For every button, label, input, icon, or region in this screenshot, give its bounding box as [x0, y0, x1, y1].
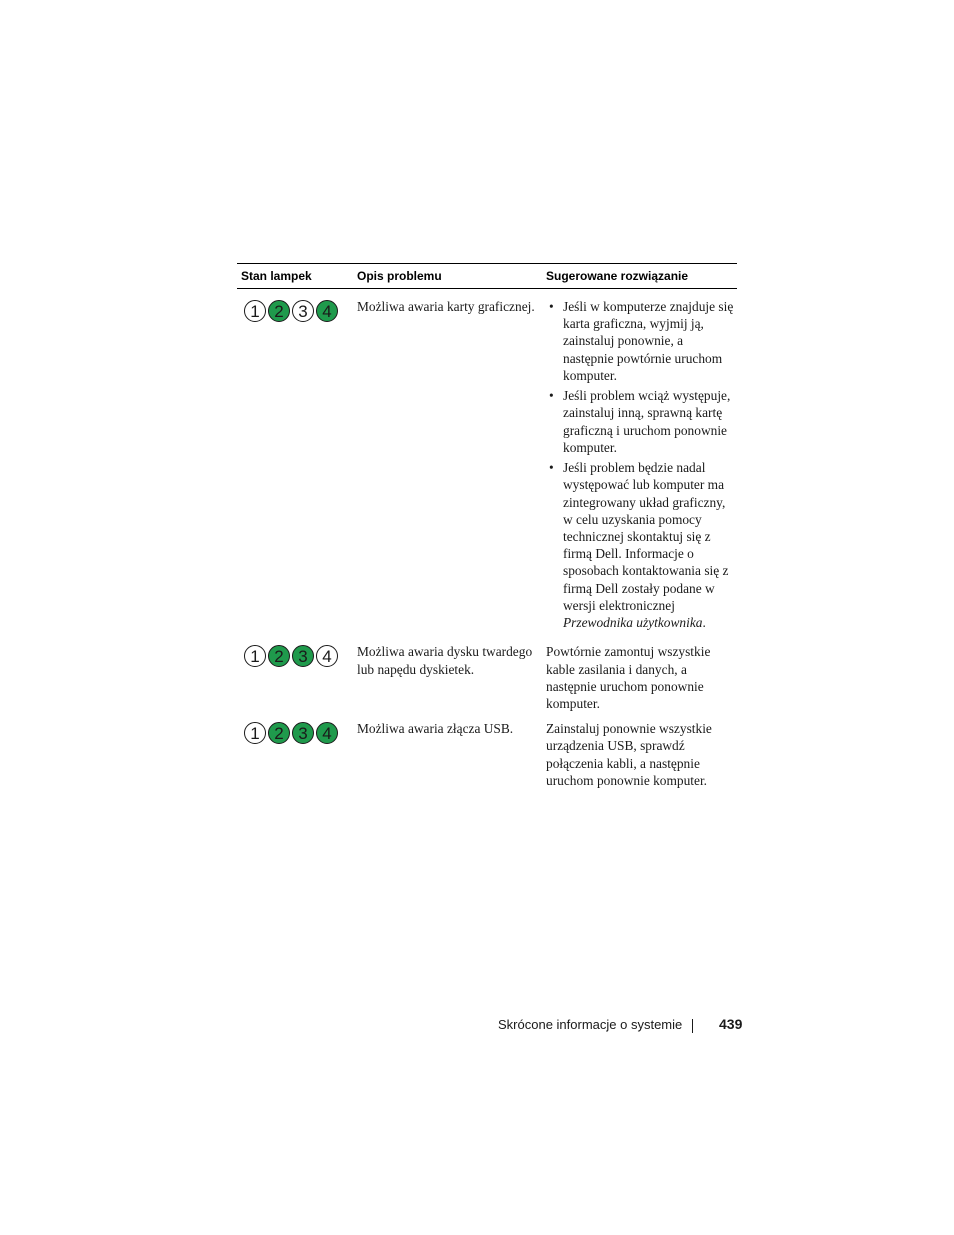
page-number: 439 — [719, 1016, 743, 1032]
suggested-solution: Zainstaluj ponownie wszystkie urządzenia USB, sprawdź połączenia kabli, a następnie uruchom ponownie komputer. — [546, 721, 712, 788]
solution-item — [546, 459, 737, 631]
diagnostic-light-4: 4 — [316, 645, 338, 667]
diagnostic-light-2: 2 — [268, 645, 290, 667]
diagnostic-light-4: 4 — [316, 300, 338, 322]
diagnostic-light-1: 1 — [244, 300, 266, 322]
diagnostic-lights-table — [237, 263, 737, 789]
solution-item: • Jeśli problem wciąż występuje, zainstaluj inną, sprawną kartę graficzną i uruchom ponownie komputer. — [546, 387, 737, 456]
light-state-cell — [237, 298, 357, 322]
solution-item: • Jeśli w komputerze znajduje się karta graficzna, wyjmij ją, zainstaluj ponownie, a następnie powtórnie uruchom komputer. — [546, 298, 737, 384]
footer-divider — [692, 1019, 693, 1033]
diagnostic-light-3: 3 — [292, 300, 314, 322]
header-light-state: Stan lampek — [241, 269, 312, 283]
diagnostic-light-3: 3 — [292, 722, 314, 744]
diagnostic-light-4: 4 — [316, 722, 338, 744]
diagnostic-lights — [241, 643, 357, 667]
table-row — [237, 634, 737, 712]
table-header — [237, 263, 737, 289]
problem-description: Możliwa awaria złącza USB. — [357, 721, 514, 737]
table-row — [237, 712, 737, 789]
diagnostic-lights — [241, 298, 357, 322]
solution-list — [546, 298, 737, 631]
diagnostic-light-1: 1 — [244, 645, 266, 667]
light-state-cell — [237, 720, 357, 744]
solution-item-text: Jeśli problem będzie nadal występować lub komputer ma zintegrowany układ graficzny, w celu uzyskania pomocy technicznej skontaktuj się z firmą Dell. Informacje o sposobach kontaktowania się z firmą Dell zostały podane w wersji elektronicznej — [563, 460, 729, 613]
problem-description: Możliwa awaria karty graficznej. — [357, 299, 535, 314]
problem-description: Możliwa awaria dysku twardego lub napędu dyskietek. — [357, 644, 533, 677]
diagnostic-light-2: 2 — [268, 300, 290, 322]
diagnostic-light-3: 3 — [292, 645, 314, 667]
header-problem-description: Opis problemu — [357, 269, 442, 283]
header-suggested-solution: Sugerowane rozwiązanie — [546, 269, 689, 283]
manual-title: Przewodnika użytkownika — [563, 615, 703, 631]
table-row — [237, 289, 737, 634]
diagnostic-lights — [241, 720, 357, 744]
suggested-solution — [546, 298, 737, 634]
footer-section-title: Skrócone informacje o systemie — [498, 1017, 683, 1032]
diagnostic-light-2: 2 — [268, 722, 290, 744]
solution-item-end: . — [702, 615, 706, 631]
suggested-solution: Powtórnie zamontuj wszystkie kable zasilania i danych, a następnie uruchom ponownie komputer. — [546, 644, 711, 712]
diagnostic-light-1: 1 — [244, 722, 266, 744]
light-state-cell — [237, 643, 357, 667]
